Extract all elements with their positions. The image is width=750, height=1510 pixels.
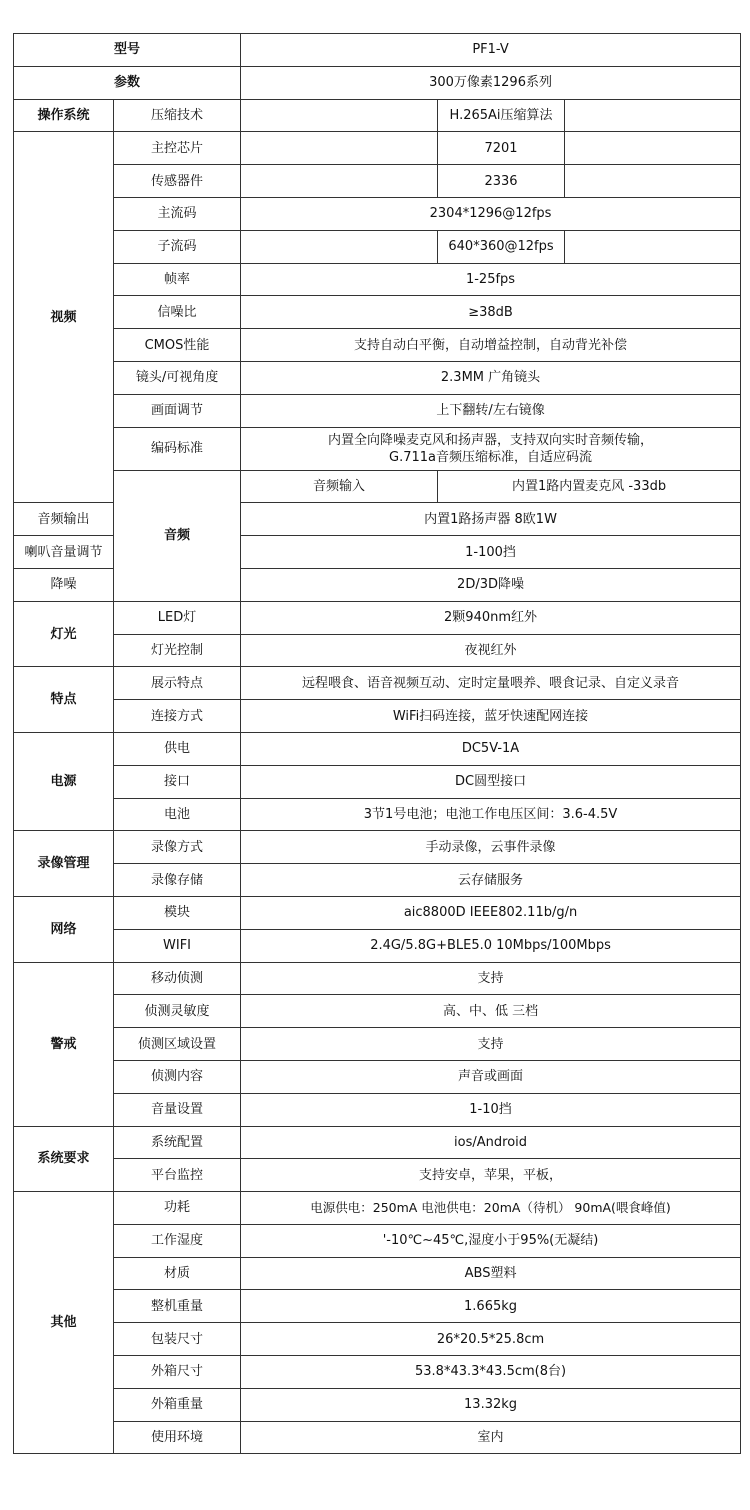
category-system: 系统要求 [14,1126,114,1192]
row-value: WiFi扫码连接，蓝牙快速配网连接 [241,700,741,733]
row-value: DC圆型接口 [241,765,741,798]
table-row [14,634,741,667]
category-video: 视频 [14,132,114,503]
category-other: 其他 [14,1192,114,1454]
empty-cell [565,165,741,198]
table-row [14,296,741,329]
table-row [14,1323,741,1356]
table-row [14,66,741,99]
table-row [14,798,741,831]
row-label: LED灯 [114,601,241,634]
row-label: 音量设置 [114,1093,241,1126]
row-value: 上下翻转/左右镜像 [241,394,741,427]
table-row [14,1159,741,1192]
spec-sheet [13,33,740,1454]
row-label: 模块 [114,896,241,929]
table-row [14,263,741,296]
table-row [14,831,741,864]
row-label: 连接方式 [114,700,241,733]
row-label: 展示特点 [114,667,241,700]
table-row [14,1421,741,1454]
table-row [14,470,741,503]
table-row [14,962,741,995]
row-value: 云存储服务 [241,864,741,897]
row-label: 压缩技术 [114,99,241,132]
row-value [241,427,741,470]
table-row [14,197,741,230]
table-row [14,765,741,798]
row-value: 支持 [241,1028,741,1061]
table-row [14,99,741,132]
category-audio: 音频 [114,470,241,601]
row-label: 录像存储 [114,864,241,897]
model-label: 型号 [14,34,241,67]
row-value: 3节1号电池；电池工作电压区间：3.6-4.5V [241,798,741,831]
row-label: 喇叭音量调节 [14,536,114,569]
row-label: 外箱尺寸 [114,1356,241,1389]
table-row [14,929,741,962]
table-row [14,995,741,1028]
table-row [14,896,741,929]
row-value: 支持 [241,962,741,995]
table-row [14,132,741,165]
table-row [14,1224,741,1257]
row-value: 支持自动白平衡，自动增益控制，自动背光补偿 [241,329,741,362]
row-value: 高、中、低 三档 [241,995,741,1028]
empty-cell [565,99,741,132]
row-value: 2336 [438,165,565,198]
row-label: 外箱重量 [114,1388,241,1421]
empty-cell [241,99,438,132]
row-label: 音频输入 [241,470,438,503]
row-value: ≥38dB [241,296,741,329]
empty-cell [241,230,438,263]
row-label: 侦测区域设置 [114,1028,241,1061]
params-label: 参数 [14,66,241,99]
row-value: 1-25fps [241,263,741,296]
row-value: ios/Android [241,1126,741,1159]
row-value: 2.3MM 广角镜头 [241,361,741,394]
params-value: 300万像素1296系列 [241,66,741,99]
category-os: 操作系统 [14,99,114,132]
spec-table [13,33,741,1454]
row-label: 电池 [114,798,241,831]
row-label: 镜头/可视角度 [114,361,241,394]
row-value: ABS塑料 [241,1257,741,1290]
row-label: 材质 [114,1257,241,1290]
model-value: PF1-V [241,34,741,67]
row-value: 53.8*43.3*43.5cm(8台) [241,1356,741,1389]
row-label: 侦测内容 [114,1060,241,1093]
empty-cell [241,165,438,198]
table-row [14,1388,741,1421]
row-value: H.265Ai压缩算法 [438,99,565,132]
row-value: 声音或画面 [241,1060,741,1093]
row-value: 640*360@12fps [438,230,565,263]
row-label: 包装尺寸 [114,1323,241,1356]
table-row [14,1028,741,1061]
row-value-line: G.711a音频压缩标准，自适应码流 [389,449,593,465]
table-row [14,427,741,470]
table-row [14,1356,741,1389]
row-label: 子流码 [114,230,241,263]
category-alarm: 警戒 [14,962,114,1126]
row-value: 手动录像，云事件录像 [241,831,741,864]
row-label: 灯光控制 [114,634,241,667]
row-label: 编码标准 [114,427,241,470]
row-value: 远程喂食、语音视频互动、定时定量喂养、喂食记录、自定义录音 [241,667,741,700]
row-label: 信噪比 [114,296,241,329]
row-value: 7201 [438,132,565,165]
row-label: 主流码 [114,197,241,230]
row-label: 供电 [114,732,241,765]
table-row [14,34,741,67]
table-row [14,329,741,362]
table-row [14,1192,741,1225]
empty-cell [241,132,438,165]
row-value: 2304*1296@12fps [241,197,741,230]
table-row [14,361,741,394]
row-label: 帧率 [114,263,241,296]
row-value: 26*20.5*25.8cm [241,1323,741,1356]
category-recording: 录像管理 [14,831,114,897]
table-row [14,864,741,897]
table-row [14,601,741,634]
row-value: 2D/3D降噪 [241,568,741,601]
row-label: 传感器件 [114,165,241,198]
row-label: 系统配置 [114,1126,241,1159]
row-value: 电源供电：250mA 电池供电：20mA（待机） 90mA(喂食峰值) [241,1192,741,1225]
table-row [14,1093,741,1126]
table-row [14,700,741,733]
table-row [14,732,741,765]
row-value: 1.665kg [241,1290,741,1323]
row-value: 夜视红外 [241,634,741,667]
row-value: 2.4G/5.8G+BLE5.0 10Mbps/100Mbps [241,929,741,962]
row-label: 音频输出 [14,503,114,536]
table-row [14,165,741,198]
row-label: 工作湿度 [114,1224,241,1257]
row-label: 接口 [114,765,241,798]
row-label: 降噪 [14,568,114,601]
row-label: CMOS性能 [114,329,241,362]
row-label: 主控芯片 [114,132,241,165]
row-label: 使用环境 [114,1421,241,1454]
row-value-line: 内置全向降噪麦克风和扬声器，支持双向实时音频传输， [328,432,654,448]
row-label: 侦测灵敏度 [114,995,241,1028]
row-label: 画面调节 [114,394,241,427]
row-value: 室内 [241,1421,741,1454]
row-label: 功耗 [114,1192,241,1225]
row-label: WIFI [114,929,241,962]
category-power: 电源 [14,732,114,830]
row-value: 内置1路内置麦克风 -33db [438,470,741,503]
row-value: DC5V-1A [241,732,741,765]
table-row [14,667,741,700]
row-value: 支持安卓，苹果，平板， [241,1159,741,1192]
table-row [14,1290,741,1323]
table-row [14,1257,741,1290]
table-row [14,1060,741,1093]
empty-cell [565,132,741,165]
row-value: 2颗940nm红外 [241,601,741,634]
row-label: 整机重量 [114,1290,241,1323]
row-value: 1-10挡 [241,1093,741,1126]
table-row [14,394,741,427]
category-features: 特点 [14,667,114,733]
empty-cell [565,230,741,263]
row-label: 录像方式 [114,831,241,864]
row-value: 1-100挡 [241,536,741,569]
category-light: 灯光 [14,601,114,667]
row-value: 内置1路扬声器 8欧1W [241,503,741,536]
category-network: 网络 [14,896,114,962]
table-row [14,230,741,263]
table-row [14,1126,741,1159]
row-value: 13.32kg [241,1388,741,1421]
row-value: '-10℃~45℃,湿度小于95%(无凝结) [241,1224,741,1257]
row-value: aic8800D IEEE802.11b/g/n [241,896,741,929]
row-label: 平台监控 [114,1159,241,1192]
row-label: 移动侦测 [114,962,241,995]
